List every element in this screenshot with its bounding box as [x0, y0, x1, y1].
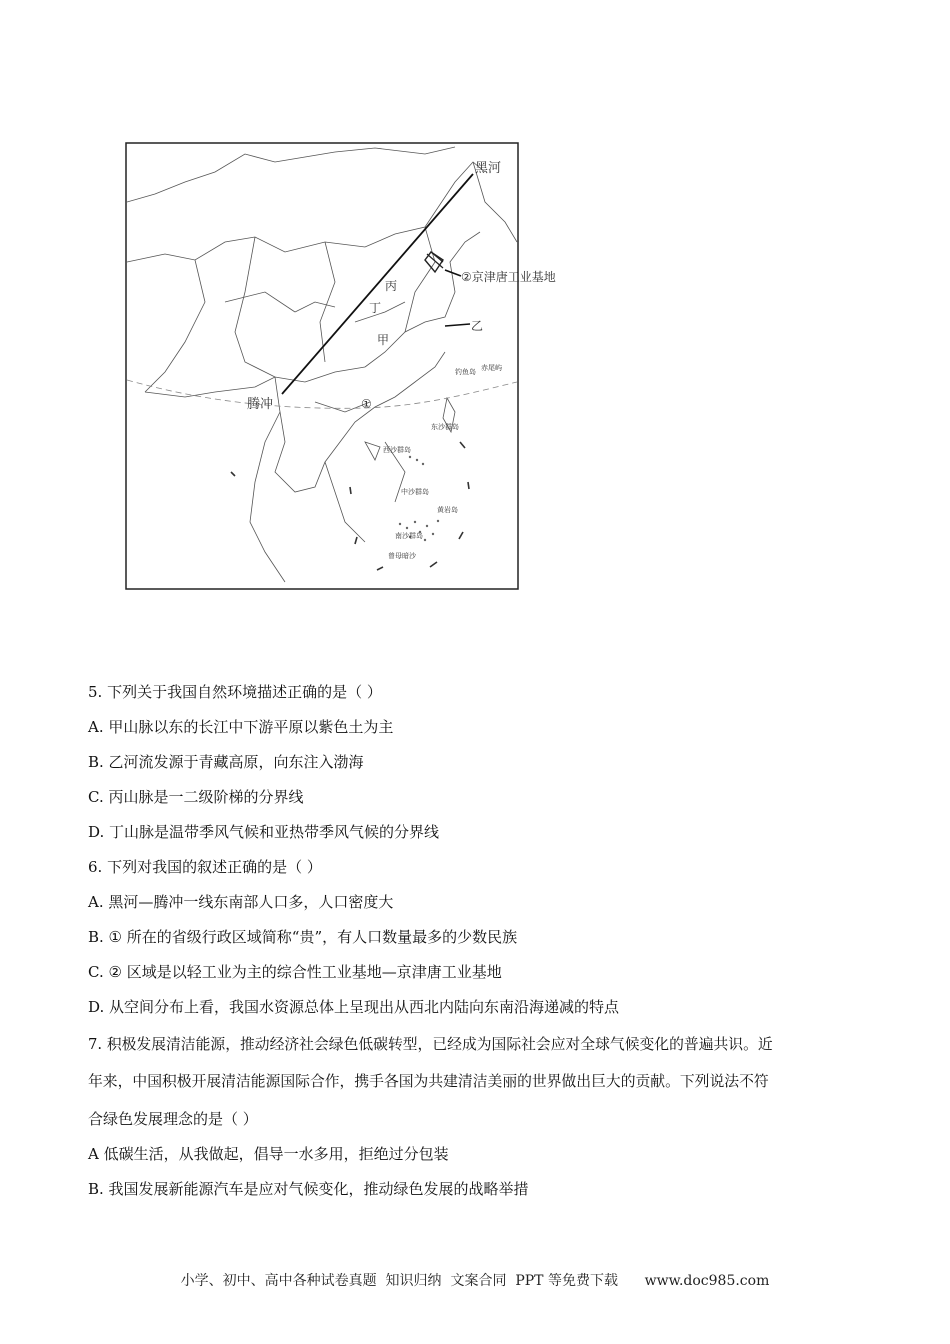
question-7-option-a: A 低碳生活，从我做起，倡导一水多用，拒绝过分包装 [88, 1145, 449, 1163]
label-tengchong: 腾冲 [247, 397, 274, 412]
label-bing: 丙 [385, 279, 398, 293]
label-dongsha: 东沙群岛 [431, 423, 459, 431]
question-6-option-b: B. ① 所在的省级行政区域简称“贵”，有人口数量最多的少数民族 [88, 928, 518, 946]
question-6: 6. 下列对我国的叙述正确的是（ ） [88, 858, 322, 876]
question-5-option-a: A. 甲山脉以东的长江中下游平原以紫色土为主 [88, 718, 394, 736]
question-5: 5. 下列关于我国自然环境描述正确的是（ ） [88, 683, 382, 701]
question-7-line-2: 年来，中国积极开展清洁能源国际合作，携手各国为共建清洁美丽的世界做出巨大的贡献。下列说法不符 [88, 1073, 769, 1090]
label-circle1: ① [361, 397, 372, 411]
china-map-figure [125, 142, 556, 590]
question-6-option-c: C. ② 区域是以轻工业为主的综合性工业基地—京津唐工业基地 [88, 963, 502, 981]
question-5-option-d: D. 丁山脉是温带季风气候和亚热带季风气候的分界线 [88, 823, 440, 841]
question-5-option-b: B. 乙河流发源于青藏高原，向东注入渤海 [88, 753, 364, 771]
label-diaoyu: 钓鱼岛 [455, 368, 476, 376]
label-zengmu: 曾母暗沙 [388, 552, 416, 560]
question-6-option-d: D. 从空间分布上看，我国水资源总体上呈现出从西北内陆向东南沿海递减的特点 [88, 998, 620, 1016]
label-xisha: 西沙群岛 [383, 446, 411, 454]
map-frame [126, 143, 518, 589]
question-6-option-a: A. 黑河—腾冲一线东南部人口多，人口密度大 [88, 893, 394, 911]
question-7-option-b: B. 我国发展新能源汽车是应对气候变化，推动绿色发展的战略举措 [88, 1180, 529, 1198]
label-nansha: 南沙群岛 [395, 532, 423, 540]
label-zhongsha: 中沙群岛 [401, 488, 429, 496]
label-yi: 乙 [471, 319, 484, 333]
label-huangyan: 黄岩岛 [437, 506, 458, 514]
label-heihe: 黑河 [475, 161, 502, 176]
question-7-line-1: 7. 积极发展清洁能源，推动经济社会绿色低碳转型，已经成为国际社会应对全球气候变化的普遍共识。近 [88, 1036, 773, 1053]
question-7-line-3: 合绿色发展理念的是（ ） [88, 1110, 258, 1128]
label-jia: 甲 [377, 333, 390, 347]
label-ding: 丁 [369, 301, 382, 315]
question-5-option-c: C. 丙山脉是一二级阶梯的分界线 [88, 788, 304, 806]
label-chiwei: 赤尾屿 [481, 364, 502, 372]
page-footer: 小学、初中、高中各种试卷真题 知识归纳 文案合同 PPT 等免费下载 www.doc985.com [180, 1273, 770, 1289]
label-base2: ②京津唐工业基地 [461, 270, 556, 284]
